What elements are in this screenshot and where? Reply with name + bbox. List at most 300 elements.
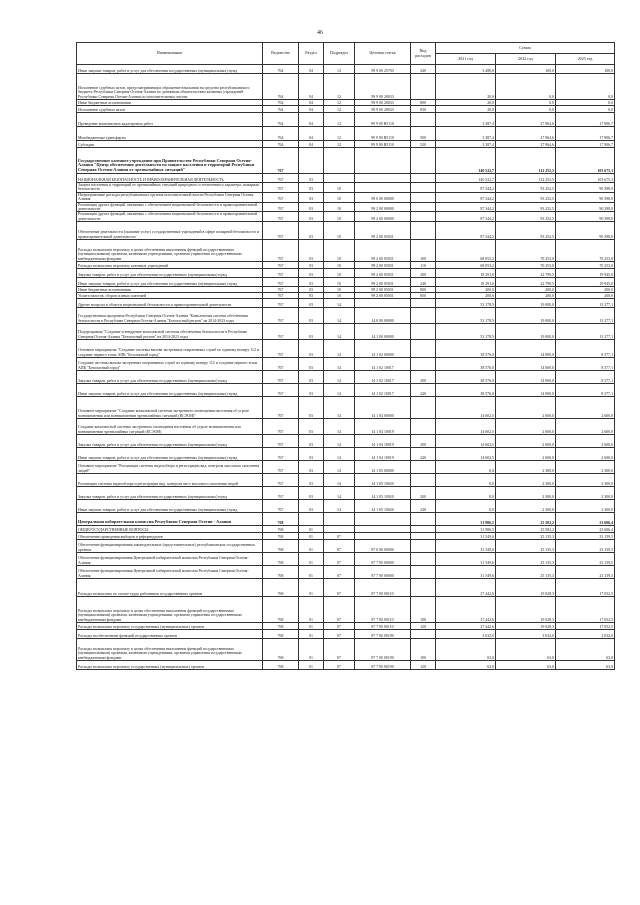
row-expense-type: 240: [411, 278, 436, 287]
row-target-article: 99 2 00 00000: [355, 202, 411, 212]
row-target-article: 99 9 00 R5110: [355, 113, 411, 127]
row-podrazdel: 12: [324, 65, 355, 74]
row-razdel: 03: [299, 212, 324, 222]
row-razdel: 03: [299, 474, 324, 487]
row-name: Закупка товаров, работ и услуг для обеспечения государственных (муниципальных) нужд: [77, 269, 263, 278]
row-target-article: [355, 148, 411, 174]
row-expense-type: [411, 222, 436, 240]
row-vedomstvo: 764: [263, 141, 299, 148]
row-razdel: 04: [299, 65, 324, 74]
row-vedomstvo: 768: [263, 566, 299, 579]
row-razdel: 01: [299, 553, 324, 566]
row-vedomstvo: 767: [263, 212, 299, 222]
row-name: Реализация системы видеообзора и регистрации вид. контроля мест массового скопления людей: [77, 474, 263, 487]
row-target-article: 87 7 00 00110: [355, 579, 411, 597]
row-sum-2021: 3 387,4: [436, 113, 496, 127]
row-sum-2022: 22 799,5: [496, 269, 556, 278]
table-row: [77, 358, 615, 371]
row-name: Расходы на выплаты персоналу государственных (муниципальных) органов: [77, 661, 263, 670]
row-sum-2022: 93 252,5: [496, 183, 556, 193]
table-row: [77, 240, 615, 262]
row-name: НАЦИОНАЛЬНАЯ БЕЗОПАСНОСТЬ И ПРАВООХРАНИТЕЛЬНАЯ ДЕЯТЕЛЬНОСТЬ: [77, 174, 263, 183]
row-sum-2022: 27 964,6: [496, 113, 556, 127]
row-target-article: 87 7 00 00190: [355, 639, 411, 661]
table-row: [77, 553, 615, 566]
row-podrazdel: 07: [324, 540, 355, 553]
row-sum-2023: 8 377,1: [556, 340, 615, 358]
row-vedomstvo: 768: [263, 623, 299, 630]
row-razdel: [299, 513, 324, 526]
row-expense-type: [411, 513, 436, 526]
row-razdel: 03: [299, 287, 324, 293]
row-sum-2021: 31 549,6: [436, 540, 496, 553]
row-vedomstvo: 767: [263, 384, 299, 397]
row-target-article: 14 1 04 00000: [355, 397, 411, 419]
row-expense-type: [411, 183, 436, 193]
row-sum-2022: 2 600,0: [496, 397, 556, 419]
row-vedomstvo: 767: [263, 448, 299, 461]
row-sum-2023: 2 300,0: [556, 474, 615, 487]
row-sum-2022: 93 252,5: [496, 192, 556, 202]
row-podrazdel: 07: [324, 661, 355, 670]
row-sum-2021: 53 178,5: [436, 299, 496, 308]
row-sum-2022: 2 300,0: [496, 500, 556, 513]
row-sum-2023: 70 253,0: [556, 240, 615, 262]
row-podrazdel: [324, 148, 355, 174]
row-vedomstvo: 764: [263, 74, 299, 100]
table-row: [77, 141, 615, 148]
row-razdel: 04: [299, 127, 324, 141]
row-target-article: 87 0 00 00000: [355, 540, 411, 553]
row-expense-type: [411, 212, 436, 222]
row-target-article: 99 2 00 05031: [355, 287, 411, 293]
row-name: Иные закупки товаров, работ и услуг для обеспечения государственных (муниципальных) нужд: [77, 384, 263, 397]
row-razdel: 03: [299, 340, 324, 358]
row-target-article: 87 7 00 00110: [355, 597, 411, 623]
row-sum-2022: 25 135,3: [496, 540, 556, 553]
row-name: Закупка товаров, работ и услуг для обеспечения государственных (муниципальных) нужд: [77, 435, 263, 448]
table-row: [77, 340, 615, 358]
row-expense-type: 240: [411, 65, 436, 74]
row-razdel: 01: [299, 639, 324, 661]
row-target-article: 14 1 00 00000: [355, 324, 411, 340]
row-sum-2022: 27 964,6: [496, 141, 556, 148]
table-row: [77, 269, 615, 278]
row-podrazdel: 14: [324, 384, 355, 397]
row-vedomstvo: 767: [263, 262, 299, 269]
table-row: [77, 579, 615, 597]
row-sum-2022: 112 252,5: [496, 174, 556, 183]
row-sum-2021: 53 178,5: [436, 324, 496, 340]
row-razdel: 04: [299, 100, 324, 106]
row-sum-2021: 31 986,5: [436, 513, 496, 526]
row-name: Закупка товаров, работ и услуг для обеспечения государственных (муниципальных) нужд: [77, 371, 263, 384]
row-podrazdel: [324, 526, 355, 533]
row-razdel: 01: [299, 540, 324, 553]
row-target-article: [355, 526, 411, 533]
row-target-article: 87 7 00 00110: [355, 623, 411, 630]
row-sum-2022: 63,0: [496, 639, 556, 661]
row-name: Расходы на выплаты персоналу в целях обеспечения выполнения функций государственными (муниципальными) органами, казенными учреждениями, органами управления государственными внебюджетными фондами: [77, 639, 263, 661]
row-podrazdel: 10: [324, 269, 355, 278]
row-sum-2022: 25 582,2: [496, 526, 556, 533]
row-podrazdel: 14: [324, 487, 355, 500]
row-sum-2021: 87 344,2: [436, 202, 496, 212]
row-name: Подпрограмма "Создание и внедрение комплексной системы обеспечения безопасности в Республике Северная Осетия-Алания "Безопасный регион" на 2014-2023 годы: [77, 324, 263, 340]
row-expense-type: [411, 192, 436, 202]
row-podrazdel: 10: [324, 293, 355, 299]
header-sum: Сумма: [436, 43, 615, 54]
row-expense-type: 850: [411, 293, 436, 299]
row-sum-2023: 13 277,1: [556, 299, 615, 308]
row-expense-type: [411, 397, 436, 419]
row-sum-2021: 31 986,5: [436, 526, 496, 533]
row-razdel: 01: [299, 533, 324, 540]
row-sum-2023: 90 398,0: [556, 202, 615, 212]
row-sum-2022: 14 000,0: [496, 371, 556, 384]
row-expense-type: 240: [411, 384, 436, 397]
row-razdel: 03: [299, 384, 324, 397]
row-expense-type: [411, 174, 436, 183]
row-podrazdel: 14: [324, 299, 355, 308]
row-expense-type: [411, 566, 436, 579]
row-expense-type: 120: [411, 623, 436, 630]
row-razdel: 03: [299, 222, 324, 240]
row-sum-2021: 200,0: [436, 293, 496, 299]
row-razdel: 03: [299, 278, 324, 287]
row-podrazdel: 14: [324, 308, 355, 324]
row-name: Иные закупки товаров, работ и услуг для обеспечения государственных (муниципальных) нужд: [77, 278, 263, 287]
row-name: Непрограммные расходы республиканских органов исполнительной власти Республики Северная Осетия-Алания: [77, 192, 263, 202]
row-expense-type: 200: [411, 371, 436, 384]
table-row: [77, 566, 615, 579]
row-expense-type: [411, 113, 436, 127]
row-expense-type: [411, 526, 436, 533]
row-target-article: 99 2 00 05031: [355, 222, 411, 240]
row-target-article: 87 7 00 00190: [355, 661, 411, 670]
header-razdel: Раздел: [299, 43, 324, 65]
row-razdel: 03: [299, 397, 324, 419]
row-podrazdel: 14: [324, 419, 355, 435]
row-sum-2022: 93 252,5: [496, 212, 556, 222]
row-expense-type: [411, 299, 436, 308]
row-sum-2021: 14 602,5: [436, 397, 496, 419]
row-podrazdel: 07: [324, 639, 355, 661]
row-expense-type: [411, 553, 436, 566]
row-name: Расходы на выплаты персоналу казенных учреждений: [77, 262, 263, 269]
row-podrazdel: 07: [324, 566, 355, 579]
table-row: [77, 262, 615, 269]
row-sum-2021: 27 442,6: [436, 579, 496, 597]
row-sum-2021: 3 387,4: [436, 127, 496, 141]
table-row: [77, 278, 615, 287]
row-razdel: 03: [299, 308, 324, 324]
row-razdel: 01: [299, 579, 324, 597]
row-target-article: [355, 299, 411, 308]
table-row: [77, 202, 615, 212]
row-expense-type: 200: [411, 435, 436, 448]
row-razdel: 03: [299, 324, 324, 340]
row-name: Обеспечение деятельности (оказание услуг) государственных учреждений в сфере пожарной безопасности и правоохранительной деятельности: [77, 222, 263, 240]
row-sum-2023: 90 398,0: [556, 222, 615, 240]
row-podrazdel: 12: [324, 141, 355, 148]
row-expense-type: 800: [411, 287, 436, 293]
row-expense-type: [411, 324, 436, 340]
row-sum-2022: 70 253,0: [496, 240, 556, 262]
row-sum-2021: 0,0: [436, 461, 496, 474]
row-sum-2022: 0,0: [496, 100, 556, 106]
row-name: Расходы на обеспечение функций государственных органов: [77, 630, 263, 639]
row-target-article: [355, 174, 411, 183]
header-podrazdel: Подраздел: [324, 43, 355, 65]
row-sum-2021: 14 602,5: [436, 448, 496, 461]
row-sum-2022: 19 000,0: [496, 324, 556, 340]
row-razdel: 01: [299, 526, 324, 533]
row-vedomstvo: 767: [263, 397, 299, 419]
table-row: [77, 74, 615, 100]
row-name: Государственная программа Республики Северная Осетия-Алания "Комплексная система обеспечения безопасности в Республике Северная Осетия-Алания "Безопасный регион" на 2014-2023 годы: [77, 308, 263, 324]
row-razdel: 03: [299, 419, 324, 435]
row-sum-2021: 140 522,7: [436, 148, 496, 174]
row-sum-2021: 68 053,2: [436, 240, 496, 262]
row-expense-type: 500: [411, 127, 436, 141]
row-sum-2023: 63,0: [556, 639, 615, 661]
table-row: [77, 148, 615, 174]
row-sum-2022: 0,0: [496, 106, 556, 113]
header-year-2023: 2023 год: [556, 54, 615, 65]
row-sum-2023: 17 906,7: [556, 113, 615, 127]
row-sum-2023: 17 052,5: [556, 623, 615, 630]
row-name: Межбюджетные трансферты: [77, 127, 263, 141]
row-expense-type: 240: [411, 448, 436, 461]
row-sum-2022: 2 600,0: [496, 448, 556, 461]
row-podrazdel: 14: [324, 324, 355, 340]
row-sum-2023: 23 159,5: [556, 553, 615, 566]
row-target-article: 14 1 04 10019: [355, 419, 411, 435]
row-sum-2021: 3 480,0: [436, 65, 496, 74]
row-razdel: 03: [299, 448, 324, 461]
row-razdel: 03: [299, 358, 324, 371]
row-podrazdel: [324, 174, 355, 183]
header-vedomstvo: Ведомство: [263, 43, 299, 65]
row-razdel: 03: [299, 299, 324, 308]
table-row: [77, 222, 615, 240]
row-sum-2021: 68 053,2: [436, 262, 496, 269]
row-sum-2022: 2 600,0: [496, 419, 556, 435]
page-number: 46: [317, 30, 323, 36]
row-target-article: 14 1 05 10020: [355, 474, 411, 487]
table-row: [77, 127, 615, 141]
row-sum-2022: 25 135,3: [496, 533, 556, 540]
table-row: [77, 526, 615, 533]
row-sum-2022: 70 253,0: [496, 262, 556, 269]
row-sum-2023: 13 277,1: [556, 324, 615, 340]
row-expense-type: [411, 340, 436, 358]
row-vedomstvo: 767: [263, 293, 299, 299]
row-vedomstvo: 764: [263, 100, 299, 106]
row-sum-2022: 19 028,3: [496, 623, 556, 630]
row-sum-2021: 63,0: [436, 661, 496, 670]
row-podrazdel: 07: [324, 553, 355, 566]
row-expense-type: [411, 579, 436, 597]
row-sum-2023: 13 277,1: [556, 308, 615, 324]
row-sum-2023: 2 300,0: [556, 461, 615, 474]
row-podrazdel: 10: [324, 202, 355, 212]
row-podrazdel: 12: [324, 100, 355, 106]
row-sum-2021: 27 442,6: [436, 597, 496, 623]
row-vedomstvo: 767: [263, 324, 299, 340]
row-expense-type: 120: [411, 661, 436, 670]
row-name: Исполнение судебных актов: [77, 106, 263, 113]
row-sum-2021: 3 387,4: [436, 141, 496, 148]
row-expense-type: [411, 419, 436, 435]
row-podrazdel: 10: [324, 240, 355, 262]
row-sum-2022: 25 582,2: [496, 513, 556, 526]
table-row: [77, 597, 615, 623]
row-vedomstvo: 768: [263, 597, 299, 623]
row-vedomstvo: 767: [263, 174, 299, 183]
row-razdel: 03: [299, 269, 324, 278]
row-vedomstvo: 767: [263, 148, 299, 174]
row-name: Реализация других функций, связанных с обеспечением национальной безопасности и правоохранительной деятельности: [77, 212, 263, 222]
table-row: [77, 448, 615, 461]
row-sum-2023: 8 377,1: [556, 358, 615, 371]
row-podrazdel: 10: [324, 222, 355, 240]
row-razdel: 01: [299, 661, 324, 670]
row-name: Расходы на выплаты персоналу в целях обеспечения выполнения функций государственными (муниципальными) органами, казенными учреждениями, органами управления государственными внебюджетными фондами: [77, 240, 263, 262]
row-target-article: 99 2 00 05031: [355, 293, 411, 299]
row-sum-2023: 23 159,5: [556, 533, 615, 540]
row-vedomstvo: 767: [263, 278, 299, 287]
row-sum-2023: 23 159,5: [556, 566, 615, 579]
row-razdel: 03: [299, 240, 324, 262]
row-expense-type: [411, 74, 436, 100]
row-expense-type: [411, 533, 436, 540]
row-name: Расходы на выплаты по оплате труда работников государственных органов: [77, 579, 263, 597]
row-sum-2021: 38 576,0: [436, 358, 496, 371]
row-vedomstvo: 767: [263, 202, 299, 212]
row-sum-2021: 14 602,5: [436, 419, 496, 435]
row-name: Реализация других функций, связанных с обеспечением национальной безопасности и правоохранительной деятельности: [77, 202, 263, 212]
row-target-article: 14 1 02 10017: [355, 358, 411, 371]
row-razdel: 03: [299, 192, 324, 202]
row-sum-2021: 0,0: [436, 487, 496, 500]
row-name: Иные бюджетные ассигнования: [77, 100, 263, 106]
row-vedomstvo: 767: [263, 192, 299, 202]
table-row: [77, 212, 615, 222]
row-target-article: 14 1 05 10020: [355, 500, 411, 513]
row-vedomstvo: 767: [263, 500, 299, 513]
row-sum-2023: 2 600,0: [556, 435, 615, 448]
table-row: [77, 487, 615, 500]
row-name: Обеспечение проведения выборов и референдумов: [77, 533, 263, 540]
row-sum-2023: 19 945,0: [556, 278, 615, 287]
row-razdel: 04: [299, 113, 324, 127]
table-row: [77, 435, 615, 448]
table-row: [77, 324, 615, 340]
row-sum-2021: 27 442,6: [436, 623, 496, 630]
row-sum-2023: 0,0: [556, 74, 615, 100]
table-row: [77, 474, 615, 487]
row-sum-2021: 38 576,0: [436, 384, 496, 397]
row-vedomstvo: 764: [263, 65, 299, 74]
row-target-article: 14 1 05 00000: [355, 461, 411, 474]
row-sum-2022: 14 000,0: [496, 384, 556, 397]
row-target-article: 99 9 00 28033: [355, 100, 411, 106]
row-sum-2021: 87 344,2: [436, 183, 496, 193]
table-row: [77, 65, 615, 74]
row-podrazdel: 14: [324, 435, 355, 448]
row-expense-type: 830: [411, 106, 436, 113]
row-razdel: 01: [299, 630, 324, 639]
row-razdel: [299, 148, 324, 174]
row-target-article: [355, 533, 411, 540]
row-podrazdel: 12: [324, 127, 355, 141]
row-name: Расходы на выплаты персоналу государственных (муниципальных) органов: [77, 623, 263, 630]
row-sum-2023: 17 052,5: [556, 597, 615, 623]
row-sum-2022: 200,0: [496, 293, 556, 299]
row-sum-2022: 100,0: [496, 65, 556, 74]
row-name: Иные закупки товаров, работ и услуг для обеспечения государственных (муниципальных) нужд: [77, 65, 263, 74]
row-sum-2023: 8 377,1: [556, 384, 615, 397]
row-target-article: 99 2 00 00000: [355, 212, 411, 222]
row-sum-2022: 19 028,3: [496, 579, 556, 597]
row-expense-type: [411, 474, 436, 487]
row-sum-2023: 3 032,0: [556, 630, 615, 639]
row-sum-2023: 17 906,7: [556, 141, 615, 148]
row-expense-type: [411, 358, 436, 371]
row-vedomstvo: 768: [263, 630, 299, 639]
row-sum-2021: 200,0: [436, 287, 496, 293]
row-name: Иные закупки товаров, работ и услуг для обеспечения государственных (муниципальных) нужд: [77, 500, 263, 513]
row-name: Проведение комплексных кадастровых работ: [77, 113, 263, 127]
row-vedomstvo: 768: [263, 661, 299, 670]
row-sum-2023: 17 052,5: [556, 579, 615, 597]
row-sum-2022: 14 000,0: [496, 340, 556, 358]
row-name: Другие вопросы в области национальной безопасности и правоохранительной деятельности: [77, 299, 263, 308]
row-expense-type: [411, 308, 436, 324]
row-name: Создание системы вызова экстренных оперативных служб по единому номеру 112 и создание первого этапа АПК "Безопасный город": [77, 358, 263, 371]
row-target-article: 99 9 00 25703: [355, 65, 411, 74]
row-sum-2023: 100,0: [556, 65, 615, 74]
row-vedomstvo: 768: [263, 513, 299, 526]
row-sum-2023: 8 377,1: [556, 371, 615, 384]
row-razdel: 04: [299, 74, 324, 100]
row-expense-type: 240: [411, 500, 436, 513]
header-expense-type: Вид расходов: [411, 43, 436, 65]
row-vedomstvo: 767: [263, 183, 299, 193]
row-sum-2022: 19 000,0: [496, 299, 556, 308]
row-sum-2023: 90 398,0: [556, 192, 615, 202]
table-row: [77, 371, 615, 384]
row-vedomstvo: 767: [263, 461, 299, 474]
table-row: [77, 513, 615, 526]
row-expense-type: 110: [411, 262, 436, 269]
header-name: Наименование: [77, 43, 263, 65]
row-vedomstvo: 767: [263, 240, 299, 262]
row-podrazdel: 14: [324, 371, 355, 384]
row-target-article: 99 9 00 R5110: [355, 127, 411, 141]
row-name: Государственное казенное учреждение при Правительстве Республики Северная Осетия-Алания "Центр обеспечения деятельности по защите населения и территорий Республики Северная Осетия-Алания от чрезвычайных ситуаций": [77, 148, 263, 174]
row-vedomstvo: 767: [263, 299, 299, 308]
row-sum-2021: 18 291,0: [436, 269, 496, 278]
table-body: [77, 65, 615, 670]
row-podrazdel: 07: [324, 623, 355, 630]
row-expense-type: 200: [411, 487, 436, 500]
header-target-article: Целевая статья: [355, 43, 411, 65]
row-razdel: 03: [299, 461, 324, 474]
row-razdel: 03: [299, 371, 324, 384]
